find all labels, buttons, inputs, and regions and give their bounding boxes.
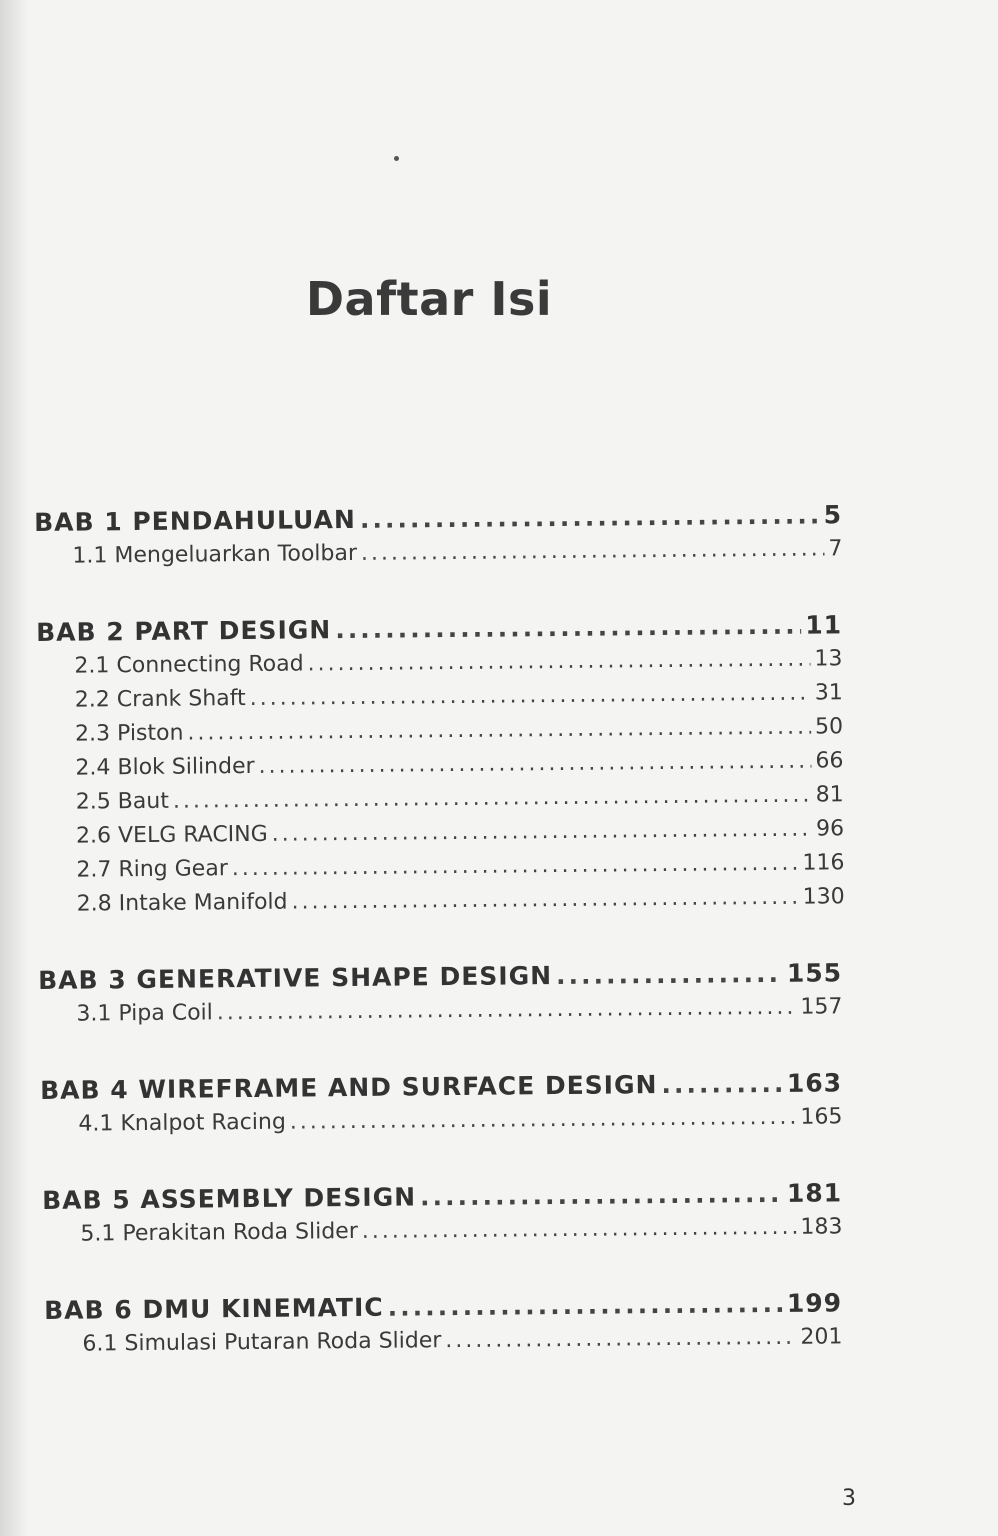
section-page-number: 50 [814, 714, 844, 740]
dot-leader [361, 536, 825, 565]
toc-chapter-5 [42, 1178, 843, 1256]
dot-leader [217, 995, 797, 1026]
section-page-number: 31 [814, 680, 843, 706]
section-title: 2.4 Blok Silinder [75, 753, 255, 781]
section-page-number: 81 [815, 782, 844, 808]
dot-leader [173, 783, 812, 814]
chapter-title: BAB 4 WIREFRAME AND SURFACE DESIGN [40, 1070, 658, 1105]
section-page-number: 130 [802, 884, 845, 910]
dot-leader [661, 1069, 783, 1099]
section-title: 6.1 Simulasi Putaran Roda Slider [82, 1328, 442, 1357]
section-title: 2.2 Crank Shaft [74, 685, 246, 713]
section-page-number: 66 [815, 748, 844, 774]
toc-section-entry[interactable] [39, 884, 845, 926]
chapter-title: BAB 1 PENDAHULUAN [34, 504, 357, 537]
dot-leader [556, 959, 783, 990]
chapter-page-number: 163 [786, 1068, 843, 1098]
section-title: 5.1 Perakitan Roda Slider [80, 1218, 358, 1247]
section-page-number: 116 [802, 850, 845, 876]
dot-leader [290, 1105, 797, 1135]
toc-chapter-3 [38, 958, 843, 1036]
toc-section-entry[interactable] [38, 994, 842, 1036]
chapter-page-number: 181 [786, 1178, 843, 1208]
page-title: Daftar Isi [305, 272, 553, 326]
dot-leader [258, 749, 811, 779]
dot-leader [250, 681, 811, 711]
dot-leader [360, 500, 820, 533]
dot-leader [308, 647, 811, 677]
section-page-number: 13 [814, 646, 843, 672]
chapter-page-number: 11 [805, 610, 843, 640]
dot-leader [445, 1325, 796, 1353]
page-gutter-shadow [0, 0, 28, 1536]
dot-leader [420, 1179, 783, 1211]
chapter-title: BAB 6 DMU KINEMATIC [44, 1292, 384, 1325]
chapter-title: BAB 3 GENERATIVE SHAPE DESIGN [38, 961, 553, 995]
chapter-page-number: 5 [823, 500, 843, 530]
section-page-number: 165 [800, 1104, 843, 1130]
chapter-page-number: 199 [786, 1288, 843, 1318]
toc-section-entry[interactable] [44, 1324, 842, 1366]
dot-leader [362, 1215, 797, 1244]
section-title: 2.5 Baut [75, 788, 170, 815]
section-page-number: 157 [800, 994, 843, 1020]
section-page-number: 7 [828, 536, 843, 562]
section-title: 2.6 VELG RACING [75, 821, 268, 849]
dot-leader [291, 885, 798, 915]
section-title: 2.1 Connecting Road [74, 651, 304, 679]
chapter-title: BAB 5 ASSEMBLY DESIGN [42, 1182, 417, 1215]
section-page-number: 183 [800, 1214, 843, 1240]
chapter-title: BAB 2 PART DESIGN [36, 615, 332, 647]
dot-leader [388, 1289, 784, 1322]
toc-chapter-1 [34, 500, 843, 578]
section-page-number: 96 [815, 816, 845, 842]
toc-chapter-4 [40, 1068, 843, 1146]
section-title: 2.7 Ring Gear [76, 856, 228, 883]
dot-leader [232, 851, 799, 881]
toc-chapter-2 [36, 610, 845, 926]
section-title: 2.3 Piston [74, 720, 184, 747]
section-title: 2.8 Intake Manifold [76, 889, 288, 917]
chapter-page-number: 155 [786, 958, 843, 988]
section-page-number: 201 [800, 1324, 843, 1350]
dot-leader [187, 715, 811, 746]
toc-chapter-6 [44, 1288, 843, 1366]
page-number: 3 [842, 1486, 856, 1511]
toc-section-entry[interactable] [42, 1214, 842, 1256]
dot-leader [335, 611, 801, 644]
section-title: 3.1 Pipa Coil [76, 1000, 213, 1027]
table-of-contents [34, 500, 845, 1406]
dot-leader [272, 817, 813, 847]
section-title: 4.1 Knalpot Racing [78, 1109, 286, 1137]
toc-section-entry[interactable] [40, 1104, 842, 1146]
section-title: 1.1 Mengeluarkan Toolbar [72, 540, 358, 569]
toc-section-entry[interactable] [34, 536, 842, 578]
ink-speck [394, 156, 399, 161]
